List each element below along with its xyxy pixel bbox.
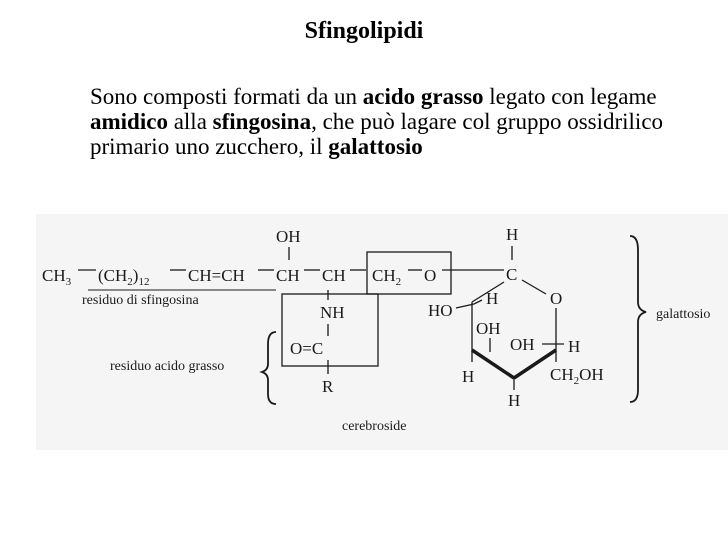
ch3-group: $CH_3$ bbox=[42, 266, 72, 288]
ch2-boxed-group: $CH_2$ bbox=[372, 266, 402, 288]
sugar-ho: HO bbox=[428, 301, 453, 320]
sugar-h4: H bbox=[568, 337, 581, 356]
slide-title: Sfingolipidi bbox=[304, 18, 424, 44]
term-sfingosina: sfingosina bbox=[212, 109, 312, 134]
ch-amino-carbon: CH bbox=[322, 266, 346, 285]
o-glycosidic: O bbox=[424, 266, 437, 285]
sugar-h3: H bbox=[462, 367, 475, 386]
sugar-c1: C bbox=[506, 265, 518, 284]
cerebroside-structure-diagram bbox=[36, 214, 728, 450]
sugar-oh3: OH bbox=[476, 319, 501, 338]
oh-top-group: OH bbox=[276, 227, 301, 246]
term-amidico: amidico bbox=[90, 109, 168, 134]
bond-ho-c2 bbox=[456, 304, 474, 308]
fatty-acid-brace bbox=[262, 332, 276, 404]
slide-body-text bbox=[90, 84, 670, 159]
sugar-ring-o: O bbox=[550, 289, 563, 308]
carbonyl-group: O=C bbox=[290, 339, 324, 358]
galactose-brace bbox=[630, 236, 646, 402]
term-acido-grasso: acido grasso bbox=[362, 84, 484, 109]
nh-group: NH bbox=[320, 303, 345, 322]
label-residuo-sfingosina: residuo di sfingosina bbox=[82, 293, 199, 308]
sugar-h2: H bbox=[486, 289, 499, 308]
bond-c3-c4-bold bbox=[472, 350, 514, 378]
ch-hydroxyl-carbon: CH bbox=[276, 266, 300, 285]
sugar-h-top: H bbox=[506, 225, 519, 244]
ch2-chain-group: $(CH_2)_{12}$ bbox=[98, 266, 150, 288]
sugar-oh4: OH bbox=[510, 335, 535, 354]
body-part-1: Sono composti formati da un bbox=[90, 84, 363, 109]
r-group: R bbox=[322, 377, 334, 396]
double-bond-group: CH=CH bbox=[188, 266, 245, 285]
sugar-h-bottom: H bbox=[508, 391, 521, 410]
body-part-3: alla bbox=[167, 109, 213, 134]
term-galattosio: galattosio bbox=[328, 134, 423, 159]
body-part-2: legato con legame bbox=[483, 84, 657, 109]
bond-c1-oring bbox=[522, 280, 546, 294]
label-cerebroside: cerebroside bbox=[342, 419, 407, 434]
label-galattosio: galattosio bbox=[656, 307, 711, 322]
cerebroside-structure-figure bbox=[36, 214, 728, 450]
body-part-4: , che può lagare col gruppo ossidrilico primario uno zucchero, il bbox=[90, 109, 664, 159]
sugar-ch2oh: $CH_2OH$ bbox=[550, 365, 604, 387]
label-residuo-acido-grasso: residuo acido grasso bbox=[110, 359, 225, 374]
